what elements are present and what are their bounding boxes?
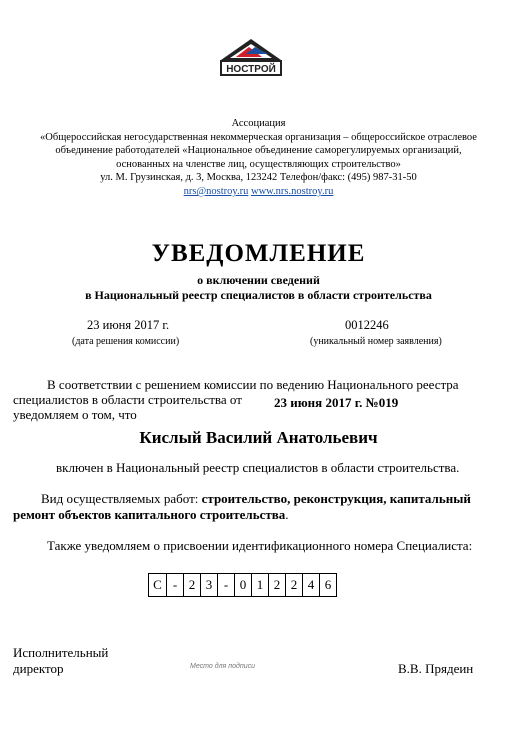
org-address: ул. М. Грузинская, д. 3, Москва, 123242 Телефон/факс: (495) 987-31-50 xyxy=(100,172,417,184)
id-char: 3 xyxy=(200,574,217,596)
work-line-1 xyxy=(41,491,471,507)
signer-position-2: директор xyxy=(13,661,64,676)
id-char: - xyxy=(166,574,183,596)
decision-date-caption: (дата решения комиссии) xyxy=(72,336,180,347)
para1-line3: уведомляем о том, что xyxy=(13,407,137,422)
document-title: УВЕДОМЛЕНИЕ xyxy=(151,240,366,267)
id-char: 2 xyxy=(285,574,302,596)
specialist-id-boxes xyxy=(148,573,337,597)
id-char: С xyxy=(153,577,162,592)
org-line-3: основанных на членстве лиц, осуществляющих строительство» xyxy=(116,158,401,170)
id-char: 6 xyxy=(319,574,336,596)
application-number: 0012246 xyxy=(345,318,389,332)
para1-ref: 23 июня 2017 г. №019 xyxy=(274,395,399,410)
org-line-1: «Общероссийская негосударственная некоммерческая организация – общероссийское отраслевое xyxy=(40,131,477,143)
application-number-caption: (уникальный номер заявления) xyxy=(310,336,442,347)
work-line-2 xyxy=(13,507,289,523)
id-char: 2 xyxy=(183,574,200,596)
para1-line2: специалистов в области строительства от xyxy=(13,392,242,407)
subtitle-2: в Национальный реестр специалистов в области строительства xyxy=(85,288,432,302)
signature-placeholder: Место для подписи xyxy=(190,663,255,670)
org-type: Ассоциация xyxy=(231,118,286,129)
subtitle-1: о включении сведений xyxy=(197,273,320,287)
org-header xyxy=(0,117,517,199)
signer-position-1: Исполнительный xyxy=(13,645,109,660)
id-char: 0 xyxy=(234,574,251,596)
nostroy-logo xyxy=(218,38,284,78)
email-link[interactable]: nrs@nostroy.ru xyxy=(183,185,249,197)
work-end: . xyxy=(285,507,289,522)
org-line-2: объединение работодателей «Национальное объединение саморегулируемых организаций, xyxy=(55,145,462,157)
contacts xyxy=(0,185,517,199)
included-text: включен в Национальный реестр специалистов в области строительства. xyxy=(56,460,460,475)
logo-text: НОСТРОЙ xyxy=(226,64,276,75)
signer-name: В.В. Прядеин xyxy=(398,661,474,676)
decision-date: 23 июня 2017 г. xyxy=(87,318,170,332)
id-char: 1 xyxy=(251,574,268,596)
id-notice: Также уведомляем о присвоении идентификационного номера Специалиста: xyxy=(47,538,473,553)
person-name: Кислый Василий Анатольевич xyxy=(139,428,378,447)
work-value-2: ремонт объектов капитального строительства xyxy=(13,507,286,522)
website-link[interactable]: www.nrs.nostroy.ru xyxy=(250,185,334,197)
work-label: Вид осуществляемых работ: xyxy=(41,491,199,506)
para1-line1: В соответствии с решением комиссии по ведению Национального реестра xyxy=(47,377,459,392)
id-char: 2 xyxy=(268,574,285,596)
id-char: - xyxy=(217,574,234,596)
id-char: 4 xyxy=(302,574,319,596)
work-value-1: строительство, реконструкция, капитальный xyxy=(201,491,471,506)
